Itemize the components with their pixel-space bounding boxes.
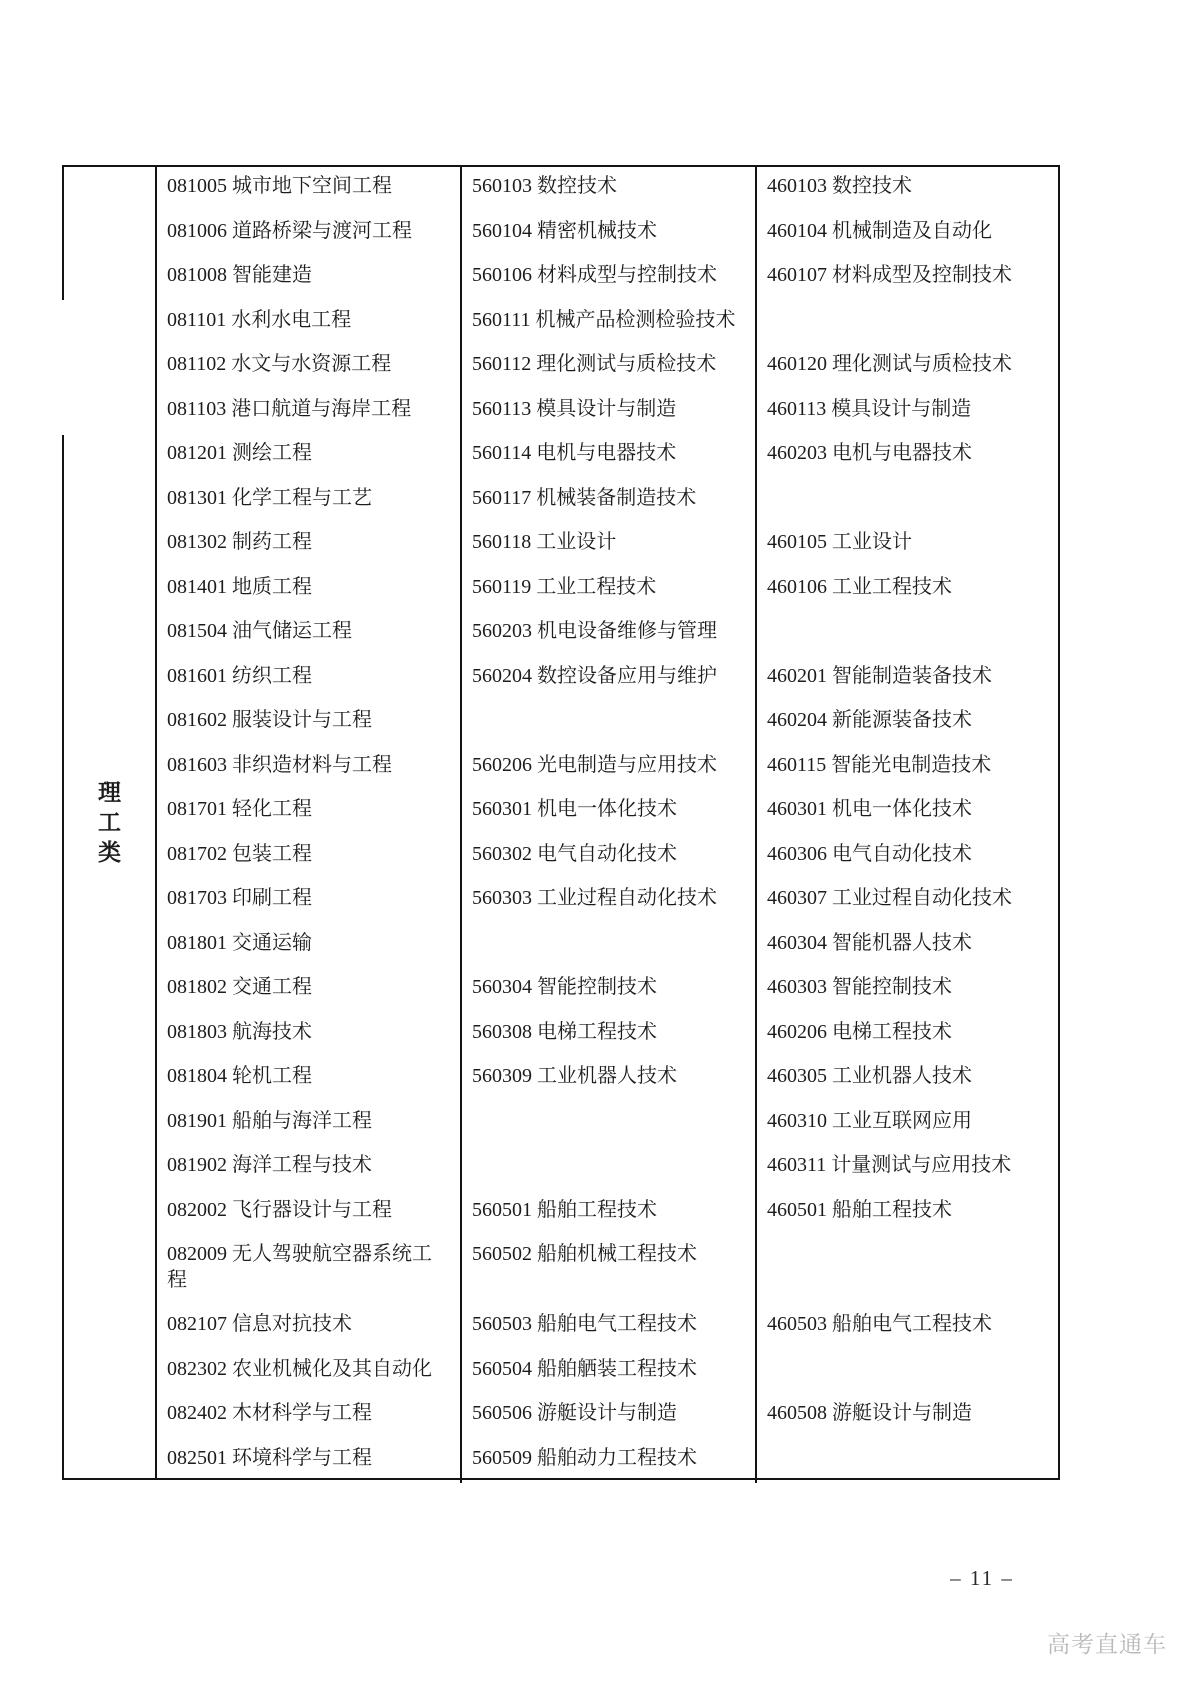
vocational-old-major-cell: 560119 工业工程技术 <box>462 568 757 613</box>
vocational-new-major-cell: 460307 工业过程自动化技术 <box>767 887 1012 909</box>
vocational-old-major-cell: 560302 电气自动化技术 <box>462 835 757 880</box>
vocational-old-major-cell: 560106 材料成型与控制技术 <box>462 256 757 301</box>
undergrad-major-cell: 081401 地质工程 <box>157 568 462 613</box>
vocational-old-major-cell: 560304 智能控制技术 <box>462 968 757 1013</box>
table-row <box>157 434 1058 479</box>
undergrad-major-cell: 081902 海洋工程与技术 <box>157 1146 462 1191</box>
vocational-new-major-cell: 460203 电机与电器技术 <box>767 442 972 464</box>
vocational-new-major-cell: 460311 计量测试与应用技术 <box>767 1154 1012 1176</box>
table-row <box>157 256 1058 301</box>
vocational-old-major-cell: 560501 船舶工程技术 <box>462 1191 757 1236</box>
vocational-new-major-cell: 460201 智能制造装备技术 <box>767 664 992 687</box>
table-row <box>157 1350 1058 1395</box>
vocational-old-major-cell: 560203 机电设备维修与管理 <box>462 612 757 657</box>
vocational-old-major-cell: 560503 船舶电气工程技术 <box>462 1305 757 1350</box>
undergrad-major-cell: 081301 化学工程与工艺 <box>157 479 462 524</box>
undergrad-major-cell: 081701 轻化工程 <box>157 790 462 835</box>
undergrad-major-cell: 082302 农业机械化及其自动化 <box>157 1350 462 1395</box>
vocational-old-major-cell: 560103 数控技术 <box>462 167 757 212</box>
table-row <box>157 1439 1058 1484</box>
table-row <box>157 301 1058 346</box>
undergrad-major-cell: 081801 交通运输 <box>157 924 462 969</box>
vocational-old-major-cell: 560206 光电制造与应用技术 <box>462 746 757 791</box>
table-row <box>157 1191 1058 1236</box>
undergrad-major-cell: 081005 城市地下空间工程 <box>157 167 462 212</box>
undergrad-major-cell: 082402 木材科学与工程 <box>157 1394 462 1439</box>
watermark: 高考直通车 <box>1047 1632 1167 1657</box>
vocational-new-major-cell: 460503 船舶电气工程技术 <box>767 1313 992 1335</box>
vocational-old-major-cell <box>462 924 757 969</box>
vocational-old-major-cell: 560111 机械产品检测检验技术 <box>462 301 757 346</box>
category-char: 理 <box>98 779 121 805</box>
majors-table <box>62 165 1060 1480</box>
table-row <box>157 345 1058 390</box>
undergrad-major-cell: 081201 测绘工程 <box>157 434 462 479</box>
vocational-new-major-cell: 460106 工业工程技术 <box>767 575 952 598</box>
vocational-new-major-cell: 460301 机电一体化技术 <box>767 798 972 820</box>
page-number: – 11 – <box>950 1566 1014 1590</box>
vocational-old-major-cell: 560204 数控设备应用与维护 <box>462 657 757 702</box>
undergrad-major-cell: 081803 航海技术 <box>157 1013 462 1058</box>
vocational-old-major-cell: 560301 机电一体化技术 <box>462 790 757 835</box>
vocational-new-major-cell: 460204 新能源装备技术 <box>767 709 972 731</box>
undergrad-major-cell: 081601 纺织工程 <box>157 657 462 702</box>
vocational-new-major-cell: 460508 游艇设计与制造 <box>767 1402 972 1424</box>
table-row <box>157 1394 1058 1439</box>
table-row <box>157 701 1058 746</box>
undergrad-major-cell: 081006 道路桥梁与渡河工程 <box>157 212 462 257</box>
table-rows <box>157 167 1058 1478</box>
undergrad-major-cell: 081802 交通工程 <box>157 968 462 1013</box>
undergrad-major-cell: 081703 印刷工程 <box>157 879 462 924</box>
vocational-new-major-cell: 460120 理化测试与质检技术 <box>767 353 1012 375</box>
vocational-new-major-cell <box>757 1235 1058 1305</box>
vocational-old-major-cell: 560112 理化测试与质检技术 <box>462 345 757 390</box>
table-row <box>157 924 1058 969</box>
undergrad-major-cell: 081008 智能建造 <box>157 256 462 301</box>
table-row <box>157 746 1058 791</box>
undergrad-major-cell: 081901 船舶与海洋工程 <box>157 1102 462 1147</box>
vocational-old-major-cell: 560303 工业过程自动化技术 <box>462 879 757 924</box>
vocational-old-major-cell: 560117 机械装备制造技术 <box>462 479 757 524</box>
undergrad-major-cell: 082002 飞行器设计与工程 <box>157 1191 462 1236</box>
scan-border-gap <box>60 300 66 435</box>
table-row <box>157 657 1058 702</box>
table-row <box>157 167 1058 212</box>
table-row <box>157 1146 1058 1191</box>
vocational-new-major-cell: 460303 智能控制技术 <box>767 976 952 998</box>
undergrad-major-cell: 081702 包装工程 <box>157 835 462 880</box>
table-row <box>157 1235 1058 1305</box>
vocational-new-major-cell <box>757 1439 1058 1484</box>
table-row <box>157 612 1058 657</box>
vocational-new-major-cell: 460501 船舶工程技术 <box>767 1198 952 1221</box>
undergrad-major-cell: 081603 非织造材料与工程 <box>157 746 462 791</box>
vocational-old-major-cell <box>462 1102 757 1147</box>
undergrad-major-cell: 081102 水文与水资源工程 <box>157 345 462 390</box>
undergrad-major-cell: 081602 服装设计与工程 <box>157 701 462 746</box>
table-row <box>157 879 1058 924</box>
table-row <box>157 1057 1058 1102</box>
category-cell <box>64 167 157 1478</box>
vocational-old-major-cell: 560504 船舶舾装工程技术 <box>462 1350 757 1395</box>
vocational-old-major-cell: 560104 精密机械技术 <box>462 212 757 257</box>
vocational-new-major-cell <box>757 612 1058 657</box>
table-row <box>157 212 1058 257</box>
table-row <box>157 835 1058 880</box>
table-row <box>157 390 1058 435</box>
vocational-new-major-cell: 460103 数控技术 <box>767 175 912 197</box>
vocational-new-major-cell: 460305 工业机器人技术 <box>767 1065 972 1087</box>
vocational-old-major-cell: 560506 游艇设计与制造 <box>462 1394 757 1439</box>
vocational-old-major-cell: 560502 船舶机械工程技术 <box>462 1235 757 1305</box>
table-row <box>157 1013 1058 1058</box>
vocational-new-major-cell <box>757 1350 1058 1395</box>
vocational-new-major-cell: 460115 智能光电制造技术 <box>767 753 992 776</box>
vocational-old-major-cell <box>462 1146 757 1191</box>
table-row <box>157 523 1058 568</box>
category-char: 工 <box>98 809 121 835</box>
table-row <box>157 1102 1058 1147</box>
vocational-new-major-cell: 460104 机械制造及自动化 <box>767 219 992 242</box>
undergrad-major-cell: 081504 油气储运工程 <box>157 612 462 657</box>
undergrad-major-cell: 082107 信息对抗技术 <box>157 1305 462 1350</box>
vocational-new-major-cell: 460105 工业设计 <box>767 531 912 553</box>
vocational-new-major-cell: 460310 工业互联网应用 <box>767 1109 972 1132</box>
table-row <box>157 479 1058 524</box>
vocational-old-major-cell <box>462 701 757 746</box>
vocational-old-major-cell: 560118 工业设计 <box>462 523 757 568</box>
vocational-new-major-cell: 460304 智能机器人技术 <box>767 931 972 954</box>
table-row <box>157 568 1058 613</box>
vocational-new-major-cell: 460107 材料成型及控制技术 <box>767 264 1012 286</box>
undergrad-major-cell: 081103 港口航道与海岸工程 <box>157 390 462 435</box>
table-row <box>157 968 1058 1013</box>
undergrad-major-cell: 082501 环境科学与工程 <box>157 1439 462 1484</box>
table-row <box>157 1305 1058 1350</box>
undergrad-major-cell: 081302 制药工程 <box>157 523 462 568</box>
vocational-new-major-cell: 460206 电梯工程技术 <box>767 1020 952 1043</box>
vocational-new-major-cell: 460306 电气自动化技术 <box>767 842 972 865</box>
undergrad-major-cell: 082009 无人驾驶航空器系统工程 <box>157 1235 462 1305</box>
category-char: 类 <box>98 839 121 865</box>
table-row <box>157 790 1058 835</box>
vocational-new-major-cell <box>757 301 1058 346</box>
vocational-new-major-cell: 460113 模具设计与制造 <box>767 397 972 420</box>
vocational-new-major-cell <box>757 479 1058 524</box>
undergrad-major-cell: 081101 水利水电工程 <box>157 301 462 346</box>
vocational-old-major-cell: 560113 模具设计与制造 <box>462 390 757 435</box>
undergrad-major-cell: 081804 轮机工程 <box>157 1057 462 1102</box>
vocational-old-major-cell: 560509 船舶动力工程技术 <box>462 1439 757 1484</box>
vocational-old-major-cell: 560308 电梯工程技术 <box>462 1013 757 1058</box>
vocational-old-major-cell: 560309 工业机器人技术 <box>462 1057 757 1102</box>
vocational-old-major-cell: 560114 电机与电器技术 <box>462 434 757 479</box>
